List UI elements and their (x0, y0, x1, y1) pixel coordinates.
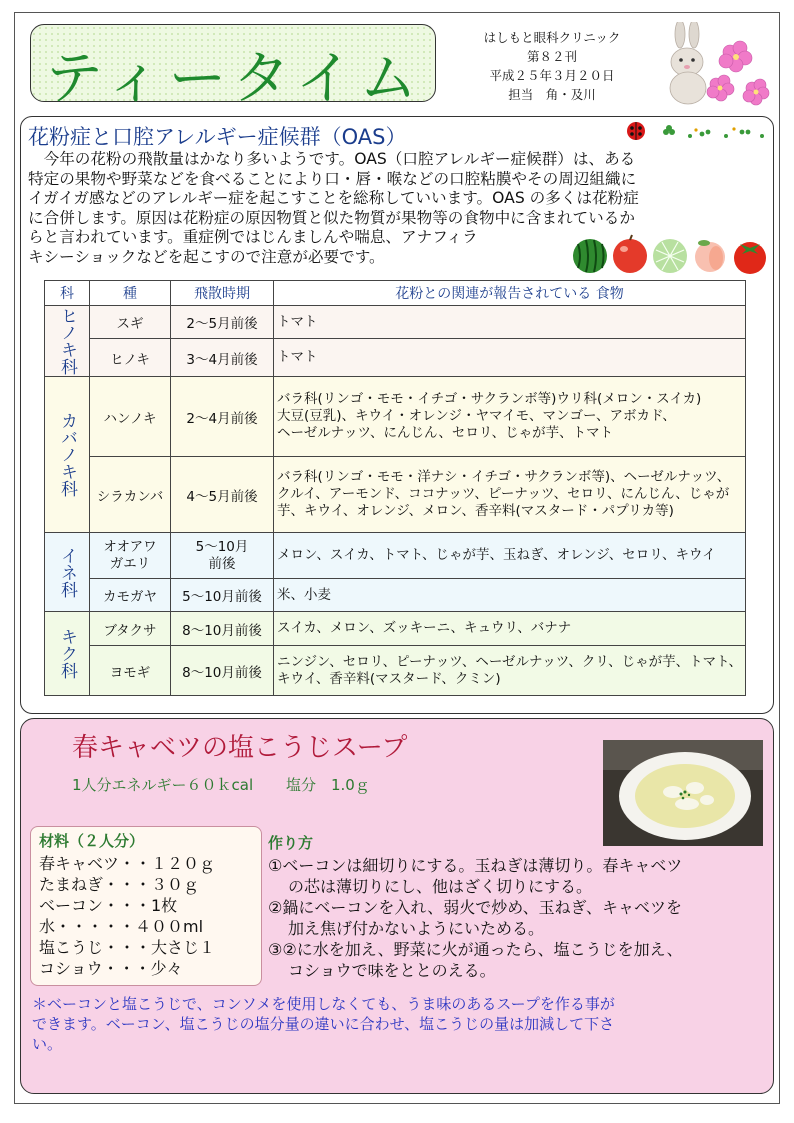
apple-icon (613, 235, 647, 273)
recipe-note (32, 994, 772, 1054)
period-cell: 4～5月前後 (171, 457, 274, 533)
method-section (268, 832, 768, 981)
table-row (45, 533, 746, 579)
pollen-food-table (44, 280, 746, 696)
foods-line: ニンジン、セロリ、ピーナッツ、ヘーゼルナッツ、クリ、じゃが芋、トマト、 (277, 653, 742, 670)
oas-line: らと言われています。重症例ではじんましんや喘息、アナフィラ (28, 228, 478, 246)
ingredient-item: 春キャベツ・・１２０ｇ (39, 854, 216, 873)
foods-line: メロン、スイカ、トマト、じゃが芋、玉ねぎ、オレンジ、セロリ、キウイ (277, 547, 716, 563)
recipe-title: 春キャベツの塩こうじスープ (72, 733, 408, 763)
ingredient-item: 水・・・・・４００ml (39, 917, 204, 936)
family-cell-kiku (45, 612, 90, 696)
period-cell: 8～10月前後 (171, 612, 274, 646)
oas-line: キシーショックなどを起こすので注意が必要です。 (28, 247, 385, 266)
oas-line: に合併します。原因は花粉症の原因物質と似た物質が果物等の食物中に含まれているか (28, 208, 635, 227)
ladybug-clover-decoration (622, 120, 770, 142)
foods-line: 大豆(豆乳)、キウイ・オレンジ・ヤマイモ、マンゴー、アボカド、 (277, 408, 676, 424)
period-cell: 5～10月前後 (171, 579, 274, 612)
note-line: い。 (32, 1035, 63, 1053)
method-step: コショウで味をととのえる。 (288, 961, 496, 980)
table-row (45, 377, 746, 457)
peach-icon (695, 240, 725, 272)
family-label: キク科 (57, 628, 77, 679)
foods-line: トマト (277, 313, 318, 330)
oas-line: イガイガ感などのアレルギー症を起こすことを総称していいます。OAS の多くは花粉症 (28, 189, 639, 207)
foods-cell (274, 612, 746, 646)
period-cell: 2～4月前後 (171, 377, 274, 457)
family-label: カバノキ科 (57, 412, 77, 497)
ingredient-item: たまねぎ・・・３０ｇ (39, 875, 200, 894)
table-row (45, 646, 746, 696)
family-cell-kabanoki (45, 377, 90, 533)
energy-value: 1人分エネルギー６０ｋcal (72, 776, 254, 794)
kind-cell: ヨモギ (90, 646, 171, 696)
foods-cell (274, 457, 746, 533)
ingredient-item: コショウ・・・少々 (39, 959, 183, 978)
melon-icon (653, 239, 687, 273)
method-step: ①ベーコンは細切りにする。玉ねぎは薄切り。春キャベツ (268, 856, 683, 875)
bunny-flower-illustration (650, 22, 770, 110)
foods-cell (274, 377, 746, 457)
kind-cell: ブタクサ (90, 612, 171, 646)
foods-line: キウイ、香辛料(マスタード、クミン) (277, 670, 501, 687)
table-row (45, 579, 746, 612)
period-cell: 2～5月前後 (171, 306, 274, 339)
note-line: ＊ベーコンと塩こうじで、コンソメを使用しなくても、うま味のあるスープを作る事が (32, 995, 615, 1013)
oas-line: 今年の花粉の飛散量はかなり多いようです。OAS（口腔アレルギー症候群）は、ある (28, 150, 636, 168)
staff-names: 担当 角・及川 (508, 87, 596, 102)
note-line: できます。ベーコン、塩こうじの塩分量の違いに合わせ、塩こうじの量は加減して下さ (32, 1015, 615, 1033)
kind-cell: スギ (90, 306, 171, 339)
tomato-icon (734, 242, 766, 274)
family-cell-ine (45, 533, 90, 612)
ingredient-item: 塩こうじ・・・大さじ１ (39, 938, 216, 957)
family-cell-hinoki (45, 306, 90, 377)
kind-cell: オオアワ ガエリ (90, 533, 171, 579)
column-header-period: 飛散時期 (171, 281, 274, 306)
period-cell: 5～10月 前後 (171, 533, 274, 579)
soup-photo (603, 740, 763, 846)
foods-line: スイカ、メロン、ズッキーニ、キュウリ、バナナ (277, 620, 572, 636)
table-row (45, 339, 746, 377)
newsletter-title: ティータイム (45, 44, 424, 112)
salt-value: 塩分 1.0ｇ (285, 776, 370, 794)
column-header-kind: 種 (90, 281, 171, 306)
ingredient-item: ベーコン・・・1枚 (39, 896, 178, 915)
method-step: 加え焦げ付かないようにいためる。 (288, 919, 545, 938)
foods-cell (274, 579, 746, 612)
foods-line: 芋、キウイ、オレンジ、メロン、香辛料(マスタード・パプリカ等) (277, 503, 674, 519)
foods-cell (274, 533, 746, 579)
column-header-foods: 花粉との関連が報告されている 食物 (274, 281, 746, 306)
ingredients-heading: 材料（２人分） (39, 832, 145, 850)
method-heading: 作り方 (268, 834, 314, 852)
period-cell: 8～10月前後 (171, 646, 274, 696)
oas-heading: 花粉症と口腔アレルギー症候群（OAS） (28, 125, 407, 149)
foods-line: トマト (277, 349, 318, 365)
foods-cell (274, 339, 746, 377)
issue-date: 平成２５年３月２０日 (489, 68, 615, 83)
foods-cell (274, 306, 746, 339)
clinic-name: はしもと眼科クリニック (483, 30, 621, 45)
table-row (45, 306, 746, 339)
watermelon-icon (573, 239, 607, 273)
nutrition-info (72, 774, 398, 795)
kind-cell: シラカンバ (90, 457, 171, 533)
foods-line: クルイ、アーモンド、ココナッツ、ピーナッツ、セロリ、にんじん、じゃが (277, 486, 730, 502)
kind-cell: カモガヤ (90, 579, 171, 612)
issue-number: 第８２刊 (526, 49, 577, 64)
table-row (45, 457, 746, 533)
kind-cell: ハンノキ (90, 377, 171, 457)
family-label: イネ科 (57, 546, 77, 598)
foods-line: 米、小麦 (277, 586, 331, 603)
ingredients-box (30, 826, 262, 986)
fruit-illustrations (570, 234, 770, 276)
family-label: ヒノキ科 (57, 307, 77, 375)
period-cell: 3～4月前後 (171, 339, 274, 377)
table-row (45, 612, 746, 646)
method-step: ③②に水を加え、野菜に火が通ったら、塩こうじを加え、 (268, 940, 683, 959)
foods-line: ヘーゼルナッツ、にんじん、セロリ、じゃが芋、トマト (277, 425, 614, 441)
kind-cell: ヒノキ (90, 339, 171, 377)
oas-line: 特定の果物や野菜などを食べることにより口・唇・喉などの口腔粘膜やその周辺組織に (28, 169, 637, 188)
title-banner (30, 24, 436, 112)
foods-cell (274, 646, 746, 696)
clinic-info (462, 28, 642, 104)
method-step: の芯は薄切りにし、他はざく切りにする。 (288, 877, 593, 896)
method-step: ②鍋にベーコンを入れ、弱火で炒め、玉ねぎ、キャベツを (268, 898, 683, 917)
foods-line: バラ科(リンゴ・モモ・洋ナシ・イチゴ・サクランボ等)、ヘーゼルナッツ、 (277, 469, 731, 485)
foods-line: バラ科(リンゴ・モモ・イチゴ・サクランボ等)ウリ科(メロン・スイカ) (277, 391, 702, 407)
column-header-family: 科 (45, 281, 90, 306)
